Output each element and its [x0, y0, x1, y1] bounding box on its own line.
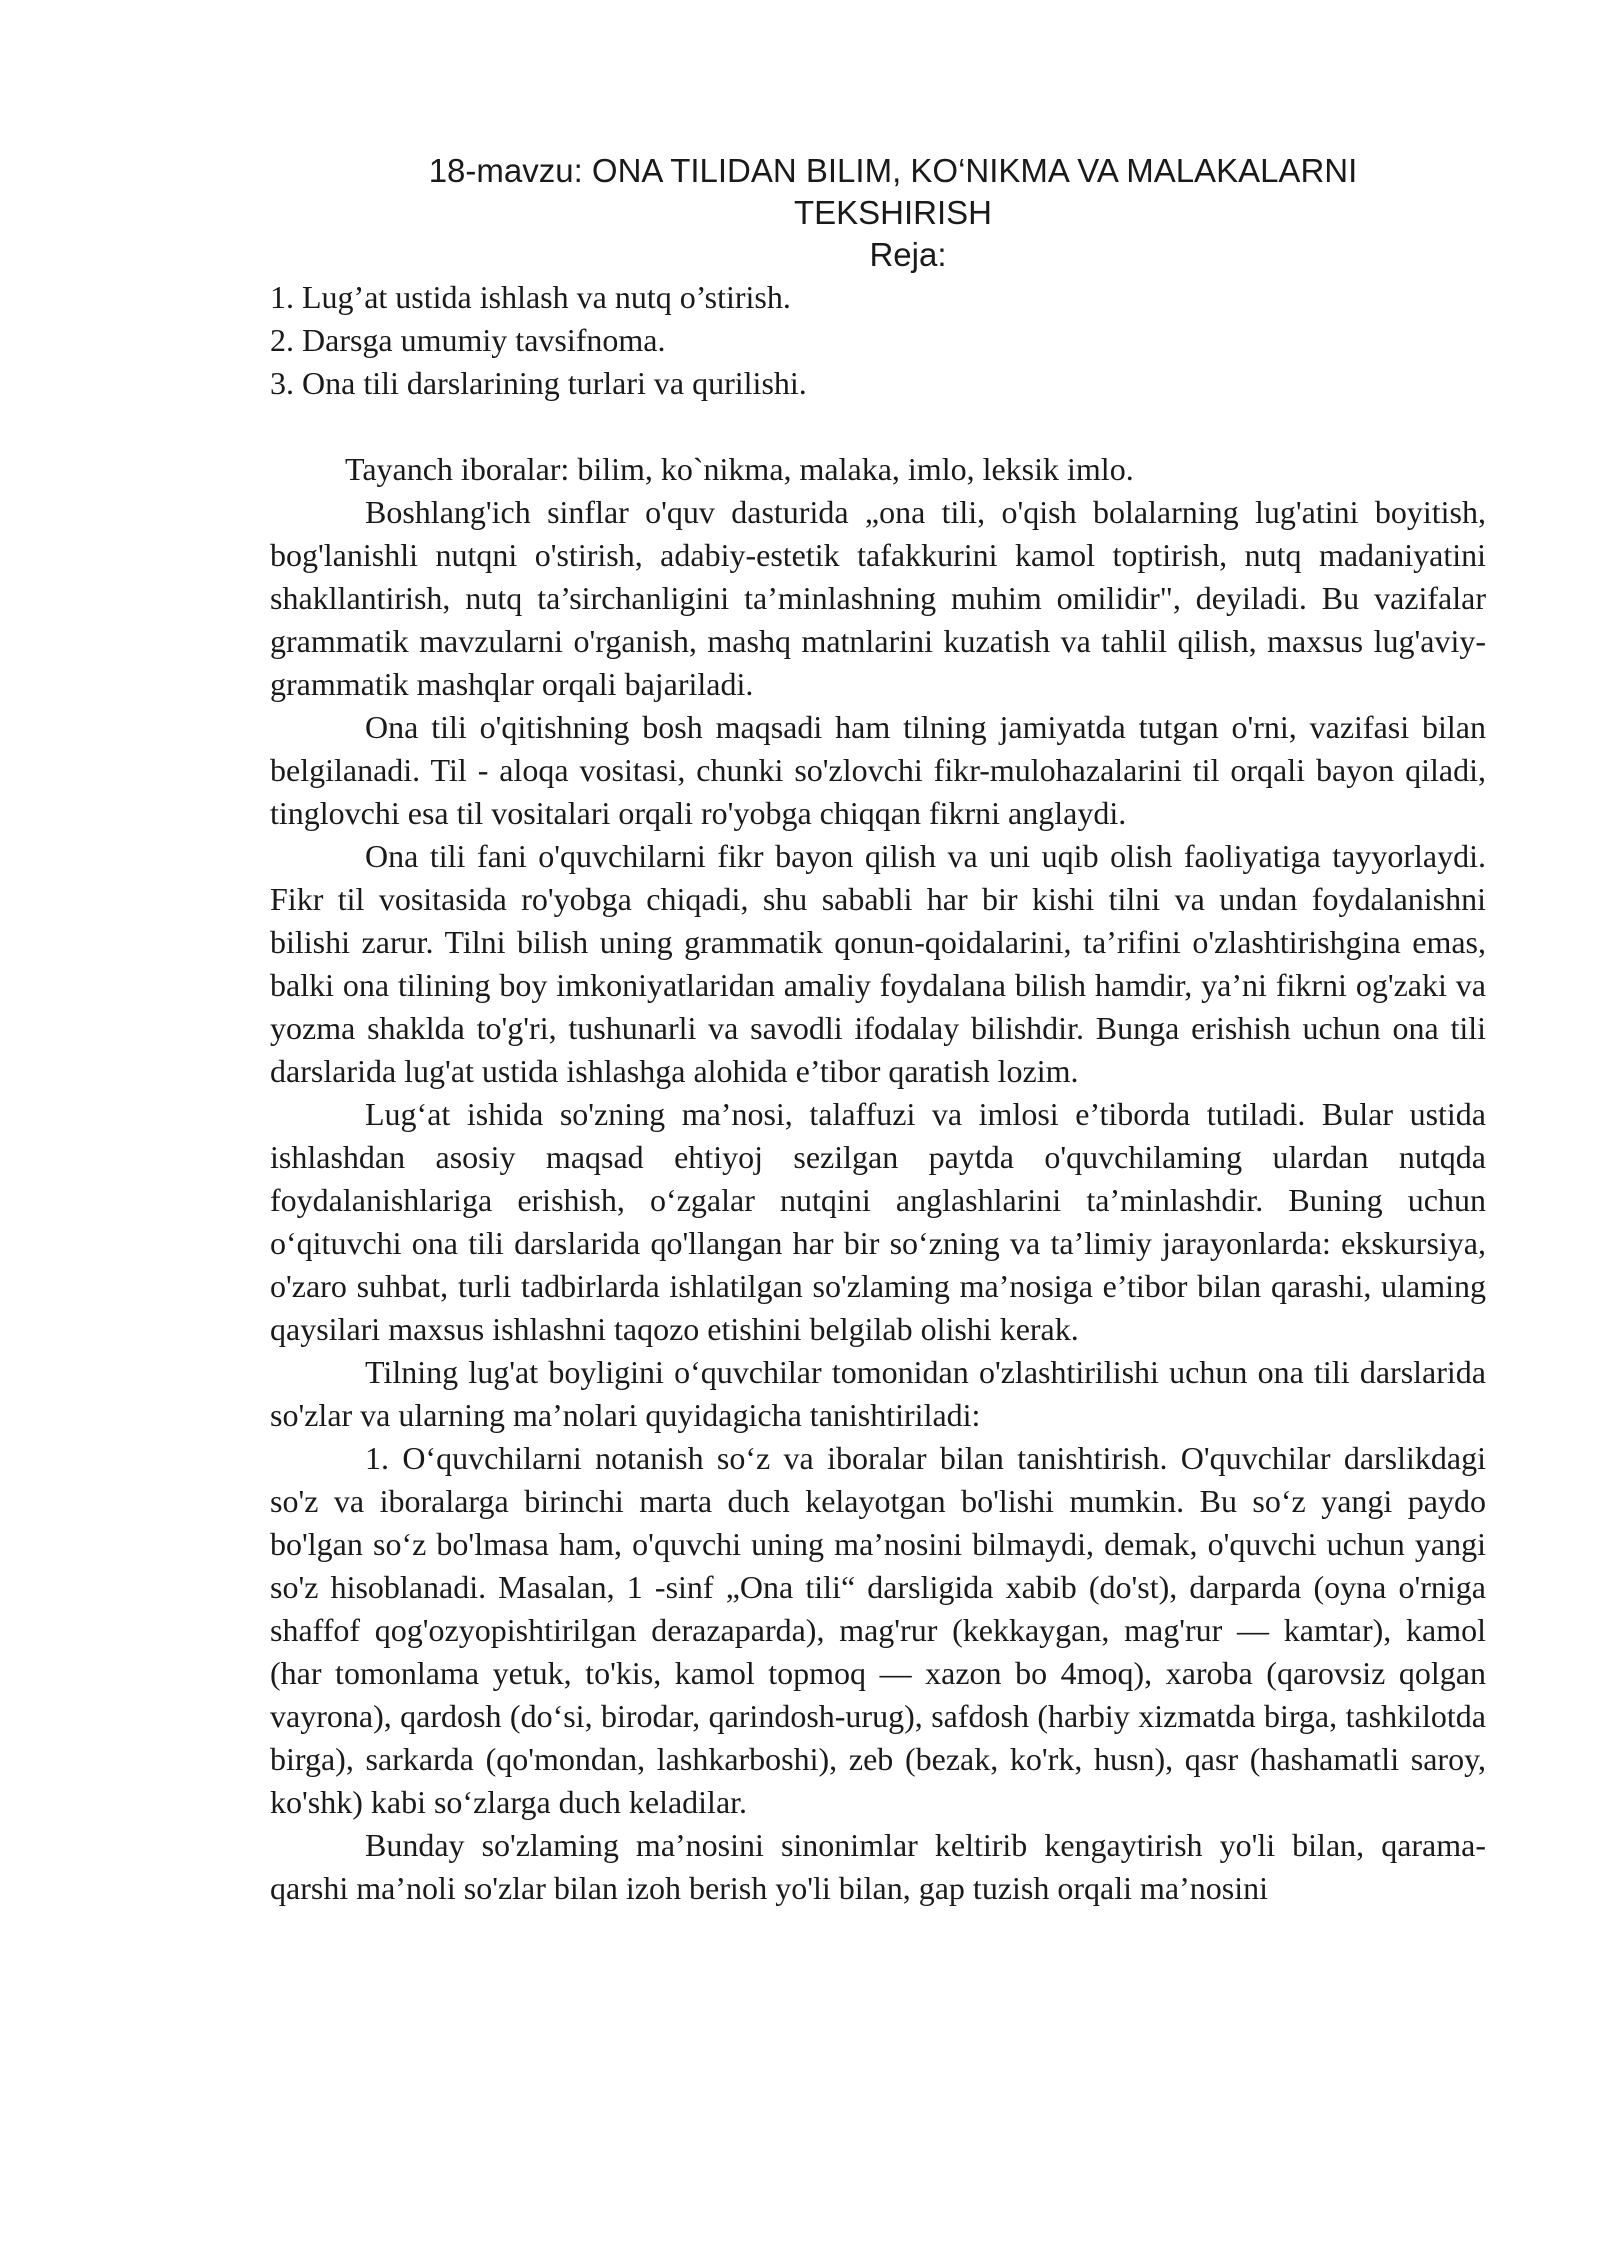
plan-item-1: 1. Lug’at ustida ishlash va nutq o’stirish.	[270, 279, 791, 315]
paragraph-5: Tilning lug'at boyligini o‘quvchilar tomonidan o'zlashtirilishi uchun ona tili darslarida so'zlar va ularning ma’nolari quyidagicha tanishtiriladi:	[270, 1354, 1486, 1433]
plan-item-2: 2. Darsga umumiy tavsifnoma.	[270, 322, 666, 358]
title-line-1: 18-mavzu: ONA TILIDAN BILIM, KO‘NIKMA VA MALAKALARNI	[428, 152, 1358, 189]
paragraph-4: Lug‘at ishida so'zning ma’nosi, talaffuzi va imlosi e’tiborda tutiladi. Bular ustida ishlashdan asosiy maqsad ehtiyoj sezilgan paytda o'quvchilaming ulardan nutqda foydalanishlariga erishish, o‘zgalar nutqini anglashlarini ta’minlashdir. Buning uchun o‘qituvchi ona tili darslarida qo'llangan har bir so‘zning va ta’limiy jarayonlarda: ekskursiya, o'zaro suhbat, turli tadbirlarda ishlatilgan so'zlaming ma’nosiga e’tibor bilan qarashi, ulaming qaysilari maxsus ishlashni taqozo etishini belgilab olishi kerak.	[270, 1096, 1486, 1347]
plan-list	[270, 276, 1486, 405]
paragraph-7: Bunday so'zlaming ma’nosini sinonimlar keltirib kengaytirish yo'li bilan, qarama-qarshi ma’noli so'zlar bilan izoh berish yo'li bilan, gap tuzish orqali ma’nosini	[270, 1827, 1486, 1906]
paragraph-1: Boshlang'ich sinflar o'quv dasturida „ona tili, o'qish bolalarning lug'atini boyitish, bog'lanishli nutqni o'stirish, adabiy-estetik tafakkurini kamol toptirish, nutq madaniyatini shakllantirish, nutq ta’sirchanligini ta’minlashning muhim omilidir", deyiladi. Bu vazifalar grammatik mavzularni o'rganish, mashq matnlarini kuzatish va tahlil qilish, maxsus lug'aviy-grammatik mashqlar orqali bajariladi.	[270, 494, 1486, 702]
spacer	[270, 405, 1486, 448]
document-page	[270, 150, 1486, 1910]
plan-item-3: 3. Ona tili darslarining turlari va qurilishi.	[270, 365, 807, 401]
paragraph-6: 1. O‘quvchilarni notanish so‘z va iboralar bilan tanishtirish. O'quvchilar darslikdagi so'z va iboralarga birinchi marta duch kelayotgan bo'lishi mumkin. Bu so‘z yangi paydo bo'lgan so‘z bo'lmasa ham, o'quvchi uning ma’nosini bilmaydi, demak, o'quvchi uchun yangi so'z hisoblanadi. Masalan, 1 -sinf „Ona tili“ darsligida xabib (do'st), darparda (oyna o'rniga shaffof qog'ozyopishtirilgan derazaparda), mag'rur (kekkaygan, mag'rur — kamtar), kamol (har tomonlama yetuk, to'kis, kamol topmoq — xazon bo 4moq), xaroba (qarovsiz qolgan vayrona), qardosh (do‘si, birodar, qarindosh-urug), safdosh (harbiy xizmatda birga, tashkilotda birga), sarkarda (qo'mondan, lashkarboshi), zeb (bezak, ko'rk, husn), qasr (hashamatli saroy, ko'shk) kabi so‘zlarga duch keladilar.	[270, 1440, 1486, 1820]
plan-heading: Reja:	[869, 236, 947, 273]
title-line-2: TEKSHIRISH	[793, 194, 993, 231]
document-title	[270, 150, 1486, 234]
paragraph-3: Ona tili fani o'quvchilarni fikr bayon qilish va uni uqib olish faoliyatiga tayyorlaydi. Fikr til vositasida ro'yobga chiqadi, shu sababli har bir kishi tilni va undan foydalanishni bilishi zarur. Tilni bilish uning grammatik qonun-qoidalarini, ta’rifini o'zlashtirishgina emas, balki ona tilining boy imkoniyatlaridan amaliy foydalana bilish hamdir, ya’ni fikrni og'zaki va yozma shaklda to'g'ri, tushunarli va savodli ifodalay bilishdir. Bunga erishish uchun ona tili darslarida lug'at ustida ishlashga alohida e’tibor qaratish lozim.	[270, 838, 1486, 1089]
paragraph-2: Ona tili o'qitishning bosh maqsadi ham tilning jamiyatda tutgan o'rni, vazifasi bilan belgilanadi. Til - aloqa vositasi, chunki so'zlovchi fikr-mulohazalarini til orqali bayon qiladi, tinglovchi esa til vositalari orqali ro'yobga chiqqan fikrni anglaydi.	[270, 709, 1486, 831]
key-terms: Tayanch iboralar: bilim, ko`nikma, malaka, imlo, leksik imlo.	[345, 451, 1134, 487]
